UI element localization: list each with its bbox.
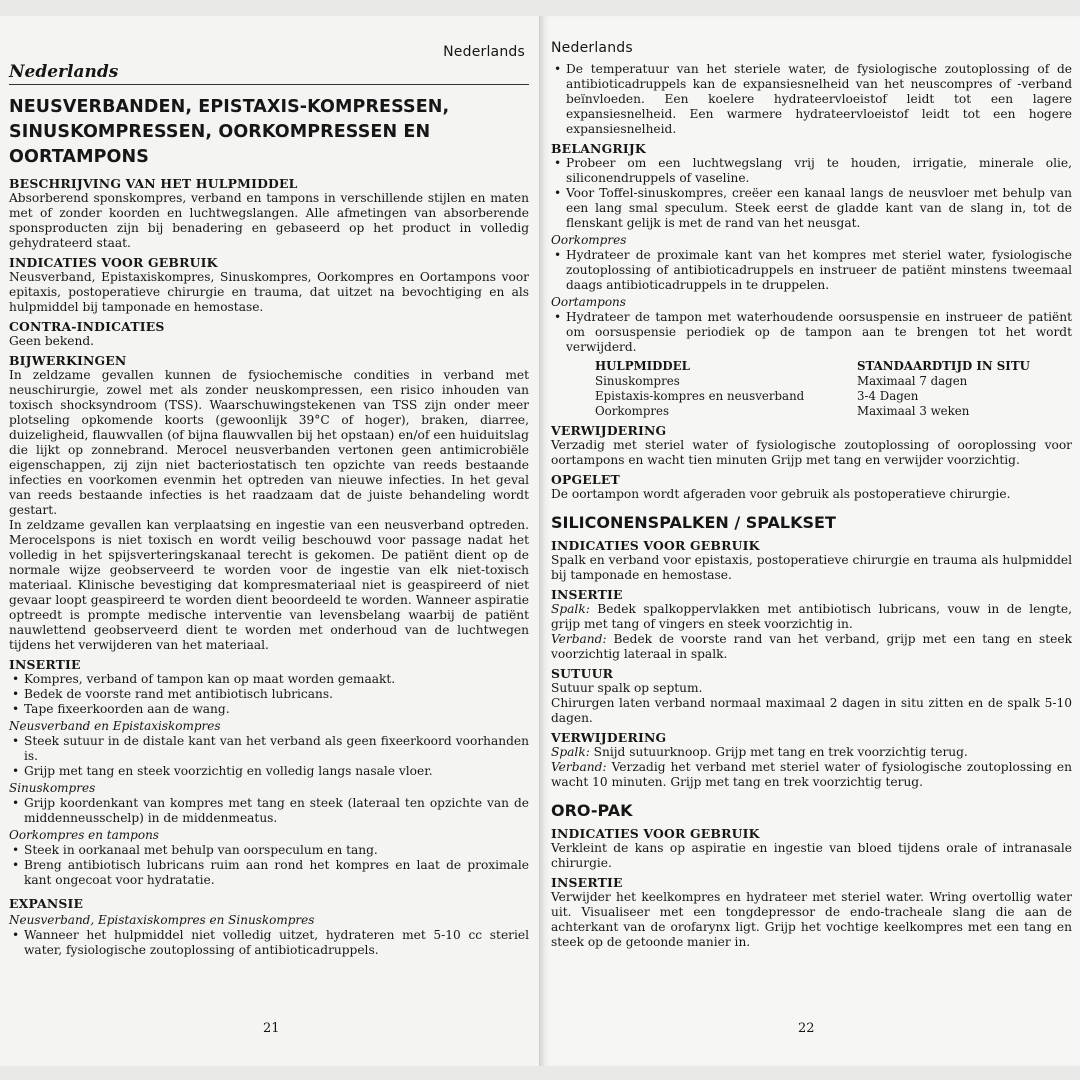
paragraph-indicaties: Neusverband, Epistaxiskompres, Sinuskompres, Oorkompres en Oortampons voor epitaxis, postoperatieve chirurgie en trauma, dat uitzet na bevochtiging en als hulpmiddel bij tamponade en hemostase. xyxy=(9,270,529,314)
paragraph-opgelet: De oortampon wordt afgeraden voor gebruik als postoperatieve chirurgie. xyxy=(551,487,1011,501)
page-22 xyxy=(540,16,1080,1066)
list-item: • Steek in oorkanaal met behulp van oorspeculum en tang. xyxy=(12,843,378,857)
table-cell-device: Sinuskompres xyxy=(595,374,680,388)
list-item: • Grijp met tang en steek voorzichtig en volledig langs nasale vloer. xyxy=(12,764,433,778)
paragraph-bijwerkingen-2: In zeldzame gevallen kan verplaatsing en ingestie van een neusverband optreden. Merocelspons is niet toxisch en wordt veilig beschouwd voor passage nadat het volledig in het spijsverteringskanaal terecht is gekomen. De patiënt dient op de normale wijze geobserveerd te worden voor de ingestie van elk niet-toxisch materiaal. Klinische bevestiging dat kompresmateriaal niet is geaspireerd of niet gevaar loopt geaspireerd te worden dient beoordeeld te worden. Wanneer aspiratie optreedt is prompte medische interventie van levensbelang waarbij de patiënt nauwlettend geobserveerd dient te worden met onderhoud van de luchtwegen tijdens het verwijderen van het materiaal. xyxy=(9,518,529,652)
section-heading-belangrijk: BELANGRIJK xyxy=(551,141,646,156)
table-header-device: HULPMIDDEL xyxy=(595,359,690,373)
table-cell-device: Oorkompres xyxy=(595,404,670,418)
language-title: Nederlands xyxy=(9,62,529,85)
section-heading-expansie: EXPANSIE xyxy=(9,896,84,911)
list-temperatuur xyxy=(551,62,1072,137)
section-heading-oro-indicaties: INDICATIES VOOR GEBRUIK xyxy=(551,826,760,841)
list-item: • Wanneer het hulpmiddel niet volledig uitzet, hydrateren met 5-10 cc steriel water, fysiologische zoutoplossing of antibioticadruppels. xyxy=(12,928,529,957)
table-header-time: STANDAARDTIJD IN SITU xyxy=(857,359,1030,373)
subheading-oorkompres: Oorkompres xyxy=(551,233,627,247)
subheading-oorkompres-tampons: Oorkompres en tampons xyxy=(9,828,159,842)
list-belangrijk xyxy=(551,156,1072,231)
list-oorkompres-tampons xyxy=(9,843,529,888)
list-item: • Tape fixeerkoorden aan de wang. xyxy=(12,702,230,716)
paragraph-beschrijving: Absorberend sponskompres, verband en tampons in verschillende stijlen en maten met of zonder koorden en luchtwegslangen. Alle afmetingen van absorberende sponsproducten zijn bij benadering en gebaseerd op het product in volledig gehydrateerd staat. xyxy=(9,191,529,250)
list-item: • Hydrateer de proximale kant van het kompres met steriel water, fysiologische zoutoplossing of antibioticadruppels en instrueer de patiënt minstens tweemaal daags antibioticadruppels in te druppelen. xyxy=(554,248,1072,292)
paragraph-sutuur-2: Chirurgen laten verband normaal maximaal 2 dagen in situ zitten en de spalk 5-10 dagen. xyxy=(551,696,1072,725)
list-item: • Bedek de voorste rand met antibiotisch lubricans. xyxy=(12,687,334,701)
table-cell-time: Maximaal 7 dagen xyxy=(857,374,968,388)
section-heading-sil-indicaties: INDICATIES VOOR GEBRUIK xyxy=(551,538,760,553)
section-title-oro-pak: ORO-PAK xyxy=(551,801,633,820)
list-expansie xyxy=(9,928,529,958)
paragraph-sutuur-1: Sutuur spalk op septum. xyxy=(551,681,703,695)
booklet-spread xyxy=(0,16,1080,1066)
paragraph-oro-insertie: Verwijder het keelkompres en hydrateer met steriel water. Wring overtollig water uit. Visualiseer met een tongdepressor de endo-tracheale slang die aan de achterkant van de orofarynx ligt. Grijp het vochtige keelkompres met een tang en steek op de getoonde manier in. xyxy=(551,890,1072,949)
subheading-expansie: Neusverband, Epistaxiskompres en Sinuskompres xyxy=(9,913,315,927)
running-head: Nederlands xyxy=(551,40,633,56)
list-insertie xyxy=(9,672,529,717)
table-cell-time: Maximaal 3 weken xyxy=(857,404,970,418)
paragraph-verwijdering: Verzadig met steriel water of fysiologische zoutoplossing of ooroplossing voor oortampons en wacht tien minuten Grijp met tang en verwijder voorzichtig. xyxy=(551,438,1072,467)
subheading-sinuskompres: Sinuskompres xyxy=(9,781,96,795)
section-heading-oro-insertie: INSERTIE xyxy=(551,875,623,890)
list-item: • Voor Toffel-sinuskompres, creëer een kanaal langs de neusvloer met behulp van een lang smal speculum. Steek eerst de gladde kant van de slang in, tot de flenskant gelijk is met de rand van het neusgat. xyxy=(554,186,1072,230)
list-item: • Probeer om een luchtwegslang vrij te houden, irrigatie, minerale olie, siliconendruppels of vaseline. xyxy=(554,156,1072,185)
list-sinuskompres xyxy=(9,796,529,826)
paragraph-sil-verwijdering-verband: Verband: Verzadig het verband met steriel water of fysiologische zoutoplossing en wacht 10 minuten. Grijp met tang en trek voorzichtig terug. xyxy=(551,760,1072,789)
section-title-siliconenspalken: SILICONENSPALKEN / SPALKSET xyxy=(551,513,836,532)
paragraph-contra-indicaties: Geen bekend. xyxy=(9,334,95,348)
section-heading-sil-verwijdering: VERWIJDERING xyxy=(551,730,667,745)
list-item: • Steek sutuur in de distale kant van het verband als geen fixeerkoord voorhanden is. xyxy=(12,734,529,763)
section-heading-contra-indicaties: CONTRA-INDICATIES xyxy=(9,319,165,334)
page-21 xyxy=(0,16,540,1066)
list-neusverband xyxy=(9,734,529,779)
paragraph-sil-insertie-spalk: Spalk: Bedek spalkoppervlakken met antibiotisch lubricans, vouw in de lengte, grijp met tang of vingers en steek voorzichtig in. xyxy=(551,602,1072,631)
subheading-neusverband: Neusverband en Epistaxiskompres xyxy=(9,719,221,733)
section-heading-verwijdering: VERWIJDERING xyxy=(551,423,667,438)
list-item: • Hydrateer de tampon met waterhoudende oorsuspensie en instrueer de patiënt om oorsuspensie periodiek op de tampon aan te brengen tot het wordt verwijderd. xyxy=(554,310,1072,354)
paragraph-bijwerkingen-1: In zeldzame gevallen kunnen de fysiochemische condities in verband met neuschirurgie, zowel met als zonder neuskompressen, een risico inhouden van toxisch shocksyndroom (TSS). Waarschuwingstekenen van TSS zijn onder meer plotseling opkomende koorts (gewoonlijk 39°C of hoger), braken, diarree, duizeligheid, flauwvallen (of bijna flauwvallen bij het opstaan) en/of een huiduitslag die lijkt op zonnebrand. Merocel neusverbanden vertonen geen antimicrobiële eigenschappen, zij zijn niet bacteriostatisch ten opzichte van reeds bestaande infecties en voorkomen evenmin het optreden van nieuwe infecties. In het geval van reeds bestaande infecties is het raadzaam dat de juiste behandeling wordt gestart. xyxy=(9,368,529,517)
section-heading-opgelet: OPGELET xyxy=(551,472,620,487)
list-item: • Grijp koordenkant van kompres met tang en steek (lateraal ten opzichte van de middenneusschelp) in de middenmeatus. xyxy=(12,796,529,825)
paragraph-oro-indicaties: Verkleint de kans op aspiratie en ingestie van bloed tijdens orale of intranasale chirurgie. xyxy=(551,841,1072,870)
page-number: 22 xyxy=(798,1021,815,1036)
section-heading-insertie: INSERTIE xyxy=(9,657,81,672)
list-item: • Breng antibiotisch lubricans ruim aan rond het kompres en laat de proximale kant ongecoat voor hydratatie. xyxy=(12,858,529,887)
section-heading-sil-insertie: INSERTIE xyxy=(551,587,623,602)
list-item: • De temperatuur van het steriele water, de fysiologische zoutoplossing of de antibioticadruppels kan de expansiesnelheid van het neuscompres of -verband beïnvloeden. Een koelere hydrateervloeistof leidt tot een lagere expansiesnelheid. Een warmere hydrateervloeistof leidt tot een hogere expansiesnelheid. xyxy=(554,62,1072,136)
table-cell-time: 3-4 Dagen xyxy=(857,389,919,403)
paragraph-sil-insertie-verband: Verband: Bedek de voorste rand van het verband, grijp met een tang en steek voorzichtig lateraal in spalk. xyxy=(551,632,1072,661)
section-heading-indicaties: INDICATIES VOOR GEBRUIK xyxy=(9,255,218,270)
paragraph-sil-indicaties: Spalk en verband voor epistaxis, postoperatieve chirurgie en trauma als hulpmiddel bij tamponade en hemostase. xyxy=(551,553,1072,582)
section-heading-beschrijving: BESCHRIJVING VAN HET HULPMIDDEL xyxy=(9,176,298,191)
page-number: 21 xyxy=(263,1021,280,1036)
paragraph-sil-verwijdering-spalk: Spalk: Snijd sutuurknoop. Grijp met tang en trek voorzichtig terug. xyxy=(551,745,968,759)
in-situ-table xyxy=(595,359,1065,419)
section-heading-sutuur: SUTUUR xyxy=(551,666,614,681)
subheading-oortampons: Oortampons xyxy=(551,295,626,309)
list-oorkompres xyxy=(551,248,1072,293)
list-item: • Kompres, verband of tampon kan op maat worden gemaakt. xyxy=(12,672,396,686)
list-oortampons xyxy=(551,310,1072,355)
running-head: Nederlands xyxy=(443,44,525,60)
document-title: NEUSVERBANDEN, EPISTAXIS-KOMPRESSEN, SINUSKOMPRESSEN, OORKOMPRESSEN EN OORTAMPONS xyxy=(9,97,450,167)
section-heading-bijwerkingen: BIJWERKINGEN xyxy=(9,353,127,368)
table-cell-device: Epistaxis-kompres en neusverband xyxy=(595,389,805,403)
